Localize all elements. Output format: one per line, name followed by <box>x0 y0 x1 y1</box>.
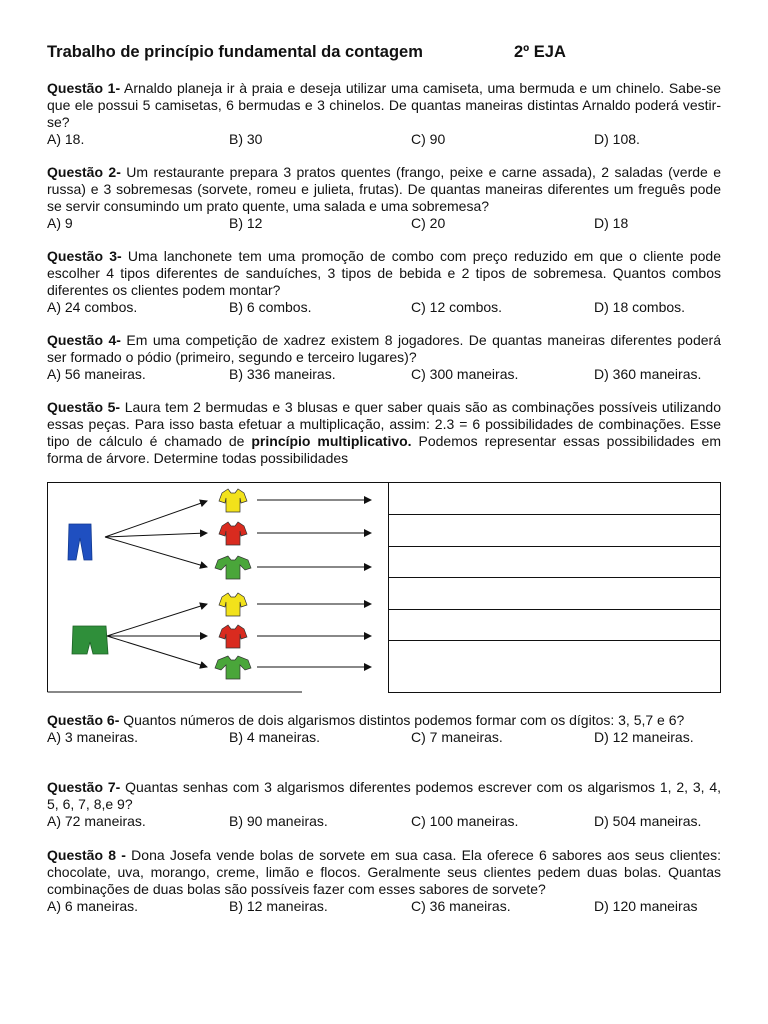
answer-line <box>389 514 720 515</box>
option-b: B) 12 maneiras. <box>229 898 328 914</box>
option-d: D) 12 maneiras. <box>594 729 694 745</box>
question-label: Questão 5- <box>47 399 121 415</box>
question-text: Dona Josefa vende bolas de sorvete em sua casa. Ela oferece 6 sabores aos seus clientes: chocolate, uva, morango, creme, limão e flocos. Geralmente seus clientes pedem duas bolas. Quantas combinações de duas bolas são possíveis fazer com esses sabores de sorvete? <box>47 847 721 897</box>
question-5 <box>47 399 721 467</box>
question-options <box>47 299 721 316</box>
shirt-icon <box>219 593 247 616</box>
option-b: B) 6 combos. <box>229 299 312 315</box>
question-label: Questão 4- <box>47 332 121 348</box>
question-text: Laura tem 2 bermudas e 3 blusas e quer saber quais são as combinações possíveis utilizando essas peças. Para isso basta efetuar a multiplicação, assim: 2.3 = 6 possibilidades de combinações. Esse tipo de cálculo é chamado de <box>47 399 721 449</box>
option-c: C) 12 combos. <box>411 299 503 315</box>
result-arrows <box>257 500 371 667</box>
shorts-green-icon <box>72 626 108 654</box>
question-text: Quantos números de dois algarismos distintos podemos formar com os dígitos: 3, 5,7 e 6? <box>119 712 685 728</box>
option-b: B) 12 <box>229 215 263 231</box>
answer-line <box>389 609 720 610</box>
option-a: A) 6 maneiras. <box>47 898 139 914</box>
question-text: Um restaurante prepara 3 pratos quentes (frango, peixe e carne assada), 2 saladas (verde e russa) e 3 sobremesas (sorvete, romeu e julieta, frutas). De quantas maneiras diferentes um freguês pode se servir consumindo um prato quente, uma salada e uma sobremesa? <box>47 164 721 214</box>
question-2 <box>47 164 721 232</box>
option-a: A) 18. <box>47 131 85 147</box>
page-title: Trabalho de princípio fundamental da contagem <box>47 43 423 61</box>
highlight-term: princípio multiplicativo. <box>251 433 412 449</box>
branch-line <box>107 604 207 636</box>
option-c: C) 100 maneiras. <box>411 813 519 829</box>
option-d: D) 18 combos. <box>594 299 686 315</box>
branch-line <box>107 636 207 667</box>
option-b: B) 336 maneiras. <box>229 366 336 382</box>
option-d: D) 120 maneiras <box>594 898 698 914</box>
question-label: Questão 6- <box>47 712 120 728</box>
question-label: Questão 7- <box>47 779 121 795</box>
header <box>47 43 721 62</box>
question-options <box>47 729 721 746</box>
branch-line <box>105 533 207 537</box>
shirt-icon <box>215 656 251 679</box>
question-3 <box>47 248 721 316</box>
question-text: Uma lanchonete tem uma promoção de combo com preço reduzido em que o cliente pode escolher 4 tipos diferentes de sanduíches, 3 tipos de bebida e 2 tipos de sobremesa. Quantos combos diferentes os clientes podem montar? <box>47 248 721 298</box>
question-8 <box>47 847 721 915</box>
question-text: Em uma competição de xadrez existem 8 jogadores. De quantas maneiras diferentes poderá ser formado o pódio (primeiro, segundo e terceiro lugares)? <box>47 332 721 365</box>
branch-line <box>105 537 207 567</box>
answer-line <box>389 546 720 547</box>
option-b: B) 90 maneiras. <box>229 813 328 829</box>
option-c: C) 7 maneiras. <box>411 729 503 745</box>
question-7 <box>47 779 721 830</box>
branches-blue <box>105 501 207 567</box>
question-options <box>47 898 721 915</box>
question-options <box>47 366 721 383</box>
option-d: D) 504 maneiras. <box>594 813 702 829</box>
question-text: Quantas senhas com 3 algarismos diferentes podemos escrever com os algarismos 1, 2, 3, 4, 5, 6, 7, 8,e 9? <box>47 779 721 812</box>
option-d: D) 108. <box>594 131 640 147</box>
branches-green <box>107 604 207 667</box>
shirt-icon <box>215 556 251 579</box>
shirt-icon <box>219 625 247 648</box>
option-a: A) 24 combos. <box>47 299 138 315</box>
option-a: A) 3 maneiras. <box>47 729 139 745</box>
possibility-tree <box>47 482 389 694</box>
class-label: 2º EJA <box>514 43 566 61</box>
question-options <box>47 131 721 148</box>
option-a: A) 9 <box>47 215 73 231</box>
question-label: Questão 3- <box>47 248 122 264</box>
question-text: Arnaldo planeja ir à praia e deseja utilizar uma camiseta, uma bermuda e um chinelo. Sabe-se que ele possui 5 camisetas, 6 bermudas e 3 chinelos. De quantas maneiras distintas Arnaldo poderá vestir-se? <box>47 80 721 130</box>
question-1 <box>47 80 721 148</box>
option-d: D) 360 maneiras. <box>594 366 702 382</box>
question-options <box>47 813 721 830</box>
answer-line <box>389 577 720 578</box>
option-b: B) 30 <box>229 131 263 147</box>
option-a: A) 56 maneiras. <box>47 366 146 382</box>
answer-line <box>389 640 720 641</box>
shirts <box>215 489 251 679</box>
shirt-icon <box>219 522 247 545</box>
question-4 <box>47 332 721 383</box>
option-c: C) 300 maneiras. <box>411 366 519 382</box>
question-6 <box>47 712 721 746</box>
option-c: C) 36 maneiras. <box>411 898 511 914</box>
question-label: Questão 1- <box>47 80 121 96</box>
question-label: Questão 8 - <box>47 847 126 863</box>
shirt-icon <box>219 489 247 512</box>
option-b: B) 4 maneiras. <box>229 729 321 745</box>
question-text-cont: Podemos representar essas possibilidades em forma de árvore. Determine todas possibilidades <box>47 433 722 466</box>
option-a: A) 72 maneiras. <box>47 813 146 829</box>
question-options <box>47 215 721 232</box>
option-c: C) 90 <box>411 131 446 147</box>
branch-line <box>105 501 207 537</box>
question-label: Questão 2- <box>47 164 121 180</box>
answer-box[interactable] <box>388 482 721 693</box>
option-c: C) 20 <box>411 215 446 231</box>
shorts-blue-icon <box>68 524 92 560</box>
option-d: D) 18 <box>594 215 629 231</box>
